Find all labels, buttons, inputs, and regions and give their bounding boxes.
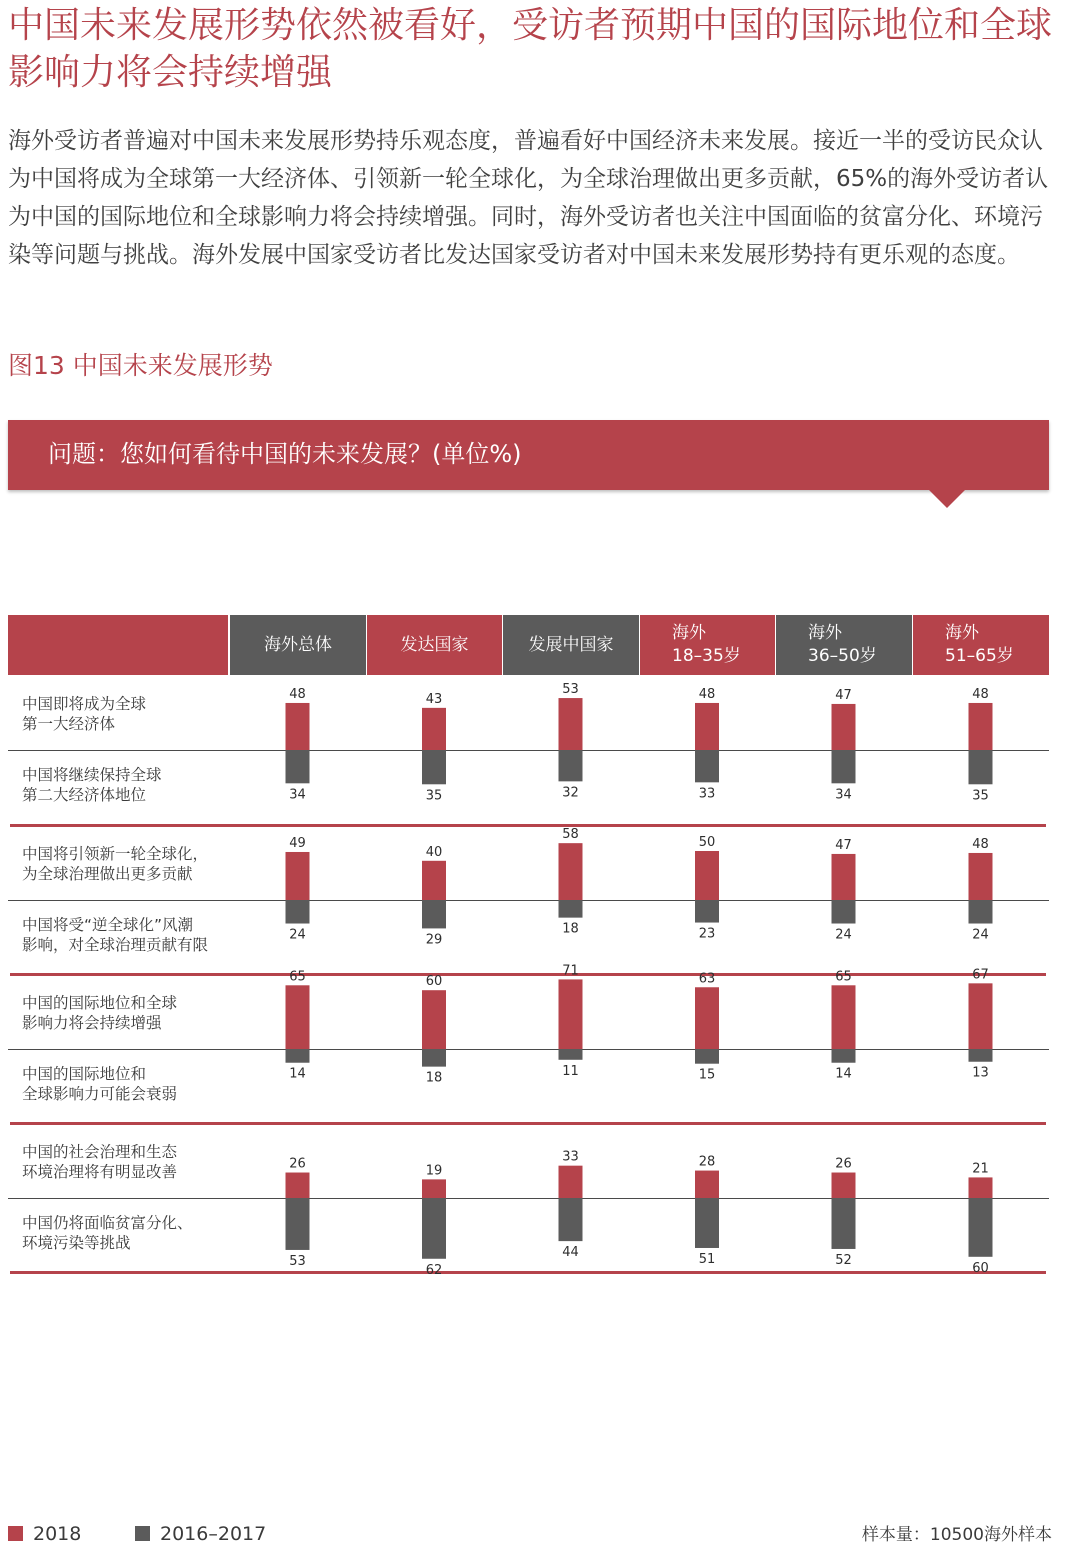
column-header-line: 海外	[945, 623, 979, 643]
bar-value-prior: 60	[972, 1260, 989, 1276]
bar-value-2018: 63	[698, 971, 716, 987]
bar-value-prior: 14	[289, 1066, 306, 1082]
bar-value-prior: 34	[835, 787, 852, 803]
bar-2018	[559, 843, 583, 900]
column-header-line: 海外	[672, 623, 706, 643]
bar-value-prior: 35	[425, 788, 443, 804]
bar-value-2018: 47	[835, 687, 852, 703]
bar-value-prior: 11	[562, 1063, 579, 1079]
bar-2018	[559, 698, 583, 750]
bar-value-2018: 28	[698, 1154, 716, 1170]
bar-prior	[832, 750, 856, 783]
bar-value-2018: 48	[698, 686, 716, 702]
intro-paragraph: 海外受访者普遍对中国未来发展形势持乐观态度，普遍看好中国经济未来发展。接近一半的受访民众认为中国将成为全球第一大经济体、引领新一轮全球化，为全球治理做出更多贡献，65%的海外受访者认为中国的国际地位和全球影响力将会持续增强。同时，海外受访者也关注中国面临的贫富分化、环境污染等问题与挑战。海外发展中国家受访者比发达国家受访者对中国未来发展形势持有更乐观的态度。	[8, 128, 1049, 268]
bar-prior	[559, 900, 583, 918]
bar-value-prior: 13	[972, 1065, 989, 1081]
bar-value-prior: 24	[972, 927, 989, 943]
column-header-line: 海外	[808, 623, 842, 643]
bar-value-2018: 65	[289, 969, 306, 985]
bar-2018	[286, 852, 310, 900]
question-text: 问题：您如何看待中国的未来发展？(单位%)	[48, 440, 522, 468]
bar-2018	[832, 985, 856, 1049]
column-header-line: 发展中国家	[528, 634, 614, 655]
row-label-positive: 中国将引领新一轮全球化， 为全球治理做出更多贡献	[22, 845, 209, 883]
bar-value-prior: 18	[562, 921, 579, 937]
bar-value-prior: 44	[562, 1245, 579, 1261]
bar-value-2018: 67	[972, 967, 989, 983]
bar-2018	[286, 703, 310, 750]
legend-item-prior	[135, 1522, 266, 1546]
sample-size-note: 样本量：10500海外样本	[861, 1525, 1052, 1545]
bar-prior	[422, 750, 446, 784]
bar-prior	[969, 900, 993, 924]
bar-2018	[559, 1166, 583, 1198]
bar-value-2018: 19	[425, 1163, 443, 1179]
bar-2018	[695, 703, 719, 750]
row-label-positive: 中国的社会治理和生态 环境治理将有明显改善	[22, 1143, 178, 1181]
column-header-line: 18–35岁	[672, 646, 741, 666]
bar-prior	[969, 750, 993, 784]
bar-2018	[286, 985, 310, 1049]
bar-value-2018: 50	[698, 835, 716, 850]
bar-2018	[559, 979, 583, 1049]
bar-prior	[559, 750, 583, 781]
bar-value-2018: 33	[562, 1149, 579, 1165]
bar-prior	[695, 1198, 719, 1248]
bar-value-prior: 14	[835, 1066, 852, 1082]
bar-value-2018: 40	[425, 844, 443, 860]
column-header-line: 36–50岁	[808, 646, 877, 666]
column-header-line: 发达国家	[400, 634, 469, 655]
bar-prior	[422, 1198, 446, 1259]
bar-value-prior: 32	[562, 785, 579, 801]
bar-2018	[695, 1171, 719, 1198]
column-header-line: 海外总体	[264, 634, 332, 655]
bar-value-prior: 15	[698, 1067, 716, 1083]
bar-value-prior: 62	[425, 1262, 443, 1278]
bar-prior	[969, 1049, 993, 1062]
bar-2018	[832, 1173, 856, 1198]
row-label-negative: 中国仍将面临贫富分化、 环境污染等挑战	[22, 1214, 193, 1252]
legend-item-2018	[8, 1522, 81, 1546]
bar-prior	[422, 1049, 446, 1067]
bar-value-prior: 18	[425, 1070, 443, 1086]
bar-value-2018: 53	[562, 682, 579, 698]
bar-value-prior: 34	[289, 787, 306, 803]
bar-prior	[559, 1198, 583, 1241]
row-label-negative: 中国的国际地位和 全球影响力可能会衰弱	[22, 1065, 178, 1103]
bar-value-prior: 53	[289, 1253, 306, 1269]
legend-swatch-2018	[8, 1526, 23, 1541]
bar-value-2018: 71	[562, 963, 579, 979]
bar-value-prior: 29	[425, 932, 443, 948]
bar-value-2018: 48	[972, 686, 989, 702]
bar-2018	[969, 983, 993, 1049]
bar-2018	[422, 708, 446, 750]
bar-value-prior: 51	[698, 1251, 716, 1267]
row-label-positive: 中国即将成为全球 第一大经济体	[22, 695, 147, 733]
bar-value-2018: 48	[972, 836, 989, 852]
column-header-line: 51–65岁	[945, 646, 1014, 666]
row-label-negative: 中国将继续保持全球 第二大经济体地位	[22, 766, 162, 804]
figure-caption: 图13 中国未来发展形势	[8, 351, 273, 380]
bar-prior	[969, 1198, 993, 1257]
bar-prior	[695, 1049, 719, 1064]
bar-value-2018: 47	[835, 837, 852, 853]
bar-value-2018: 58	[562, 827, 579, 843]
bar-value-prior: 52	[835, 1252, 852, 1268]
bar-prior	[695, 900, 719, 923]
bar-2018	[286, 1173, 310, 1198]
bar-prior	[695, 750, 719, 782]
bar-prior	[832, 1198, 856, 1249]
bar-prior	[832, 900, 856, 924]
bar-2018	[422, 990, 446, 1049]
bar-2018	[969, 1177, 993, 1198]
bar-2018	[422, 861, 446, 900]
bar-prior	[286, 750, 310, 783]
row-label-negative: 中国将受“逆全球化”风潮 影响，对全球治理贡献有限	[22, 916, 209, 954]
bar-value-prior: 23	[698, 926, 716, 942]
bar-prior	[286, 900, 310, 924]
bar-prior	[286, 1049, 310, 1063]
headline: 中国未来发展形势依然被看好，受访者预期中国的国际地位和全球影响力将会持续增强	[8, 5, 1053, 93]
bar-2018	[969, 703, 993, 750]
bar-value-2018: 49	[289, 835, 306, 851]
bar-2018	[969, 853, 993, 900]
legend-label-2018: 2018	[33, 1523, 82, 1545]
bar-value-2018: 48	[289, 686, 306, 702]
bar-value-prior: 33	[698, 786, 716, 802]
bar-prior	[832, 1049, 856, 1063]
bar-2018	[695, 987, 719, 1049]
bar-value-prior: 35	[972, 788, 989, 804]
bar-value-2018: 26	[289, 1156, 306, 1172]
bar-prior	[559, 1049, 583, 1060]
row-label-positive: 中国的国际地位和全球 影响力将会持续增强	[22, 994, 178, 1032]
bar-2018	[422, 1179, 446, 1198]
bar-value-2018: 43	[425, 691, 443, 707]
bar-value-prior: 24	[835, 927, 852, 943]
bar-value-2018: 60	[425, 974, 443, 990]
bar-2018	[695, 851, 719, 900]
legend-label-prior: 2016–2017	[160, 1523, 267, 1545]
bar-2018	[832, 854, 856, 900]
bar-prior	[286, 1198, 310, 1250]
bar-value-prior: 24	[289, 927, 306, 943]
legend-swatch-prior	[135, 1526, 150, 1541]
bar-prior	[422, 900, 446, 928]
bar-2018	[832, 704, 856, 750]
bar-value-2018: 26	[835, 1156, 852, 1172]
bar-value-2018: 65	[835, 969, 852, 985]
bar-value-2018: 21	[972, 1161, 989, 1177]
